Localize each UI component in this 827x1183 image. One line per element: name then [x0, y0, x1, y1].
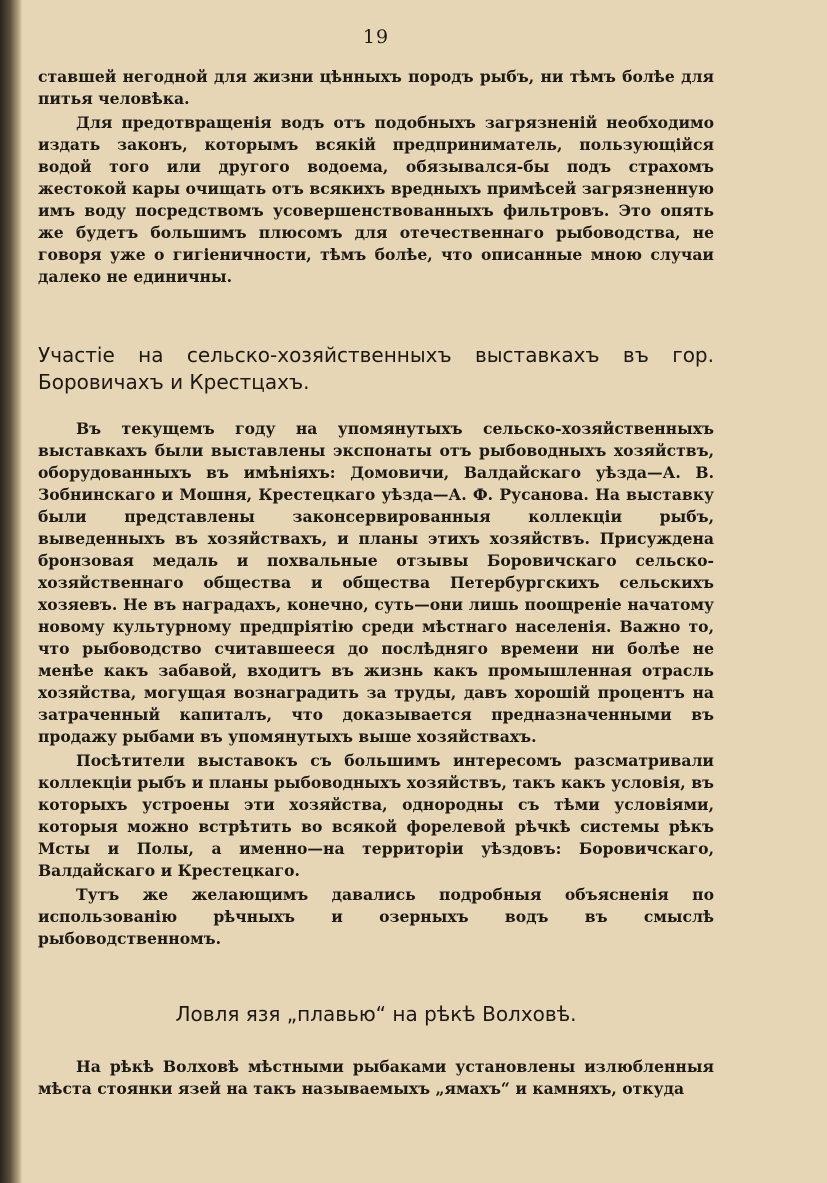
paragraph-exhibits: Въ текущемъ году на упомянутыхъ сельско-хозяйственныхъ выставкахъ были выставлены экспонаты отъ рыбоводныхъ хозяйствъ, оборудованныхъ въ имѣніяхъ: Домовичи, Валдайскаго уѣзда—А. В. Зобнинскаго и Мошня, Крестецкаго уѣзда—А. Ф. Русанова. На выставку были представлены законсервированныя коллекціи рыбъ, выведенныхъ въ хозяйствахъ, и планы этихъ хозяйствъ. Присуждена бронзовая медаль и похвальные отзывы Боровичскаго сельско-хозяйственнаго общества и общества Петербургскихъ сельскихъ хозяевъ. Не въ наградахъ, конечно, суть—они лишь поощреніе начатому новому культурному предпріятію среди мѣстнаго населенія. Важно то, что рыбоводство считавшееся до послѣдняго времени ни болѣе не менѣе какъ забавой, входитъ въ жизнь какъ промышленная отрасль хозяйства, могущая вознаградить за труды, давъ хорошій процентъ на затраченный капиталъ, что доказывается предназначенными въ продажу рыбами въ упомянутыхъ выше хозяйствахъ.	[38, 419, 714, 746]
page-number: 19	[362, 26, 390, 48]
paragraph-volkhov: На рѣкѣ Волховѣ мѣстными рыбаками установлены излюбленныя мѣста стоянки язей на такъ называемыхъ „ямахъ“ и камняхъ, откуда	[38, 1057, 714, 1098]
section-heading-exhibitions: Участіе на сельско-хозяйственныхъ выставкахъ въ гор. Боровичахъ и Крестцахъ.	[38, 343, 714, 394]
paragraph-explanations: Тутъ же желающимъ давались подробныя объясненія по использованію рѣчныхъ и озерныхъ водъ въ смыслѣ рыбоводственномъ.	[38, 885, 714, 948]
paragraph-visitors: Посѣтители выставокъ съ большимъ интересомъ разсматривали коллекціи рыбъ и планы рыбоводныхъ хозяйствъ, такъ какъ условія, въ которыхъ устроены эти хозяйства, однородны съ тѣми условіями, которыя можно встрѣтить во всякой форелевой рѣчкѣ системы рѣкъ Мсты и Полы, а именно—на территоріи уѣздовъ: Боровичскаго, Валдайскаго и Крестецкаго.	[38, 751, 714, 880]
section-heading-fishing: Ловля язя „плавью“ на рѣкѣ Волховѣ.	[175, 1002, 577, 1026]
paragraph-continuation: ставшей негодной для жизни цѣнныхъ породъ рыбъ, ни тѣмъ болѣе для питья человѣка.	[38, 67, 714, 108]
book-spine-shadow	[0, 0, 22, 1183]
book-page	[38, 26, 714, 1100]
paragraph-pollution: Для предотвращенія водъ отъ подобныхъ загрязненій необходимо издать законъ, которымъ всякій предприниматель, пользующійся водой того или другого водоема, обязывался-бы подъ страхомъ жестокой кары очищать отъ всякихъ вредныхъ примѣсей загрязненную имъ воду посредствомъ усовершенствованныхъ фильтровъ. Это опять же будетъ большимъ плюсомъ для отечественнаго рыбоводства, не говоря уже о гигіеничности, тѣмъ болѣе, что описанные мною случаи далеко не единичны.	[38, 113, 714, 286]
